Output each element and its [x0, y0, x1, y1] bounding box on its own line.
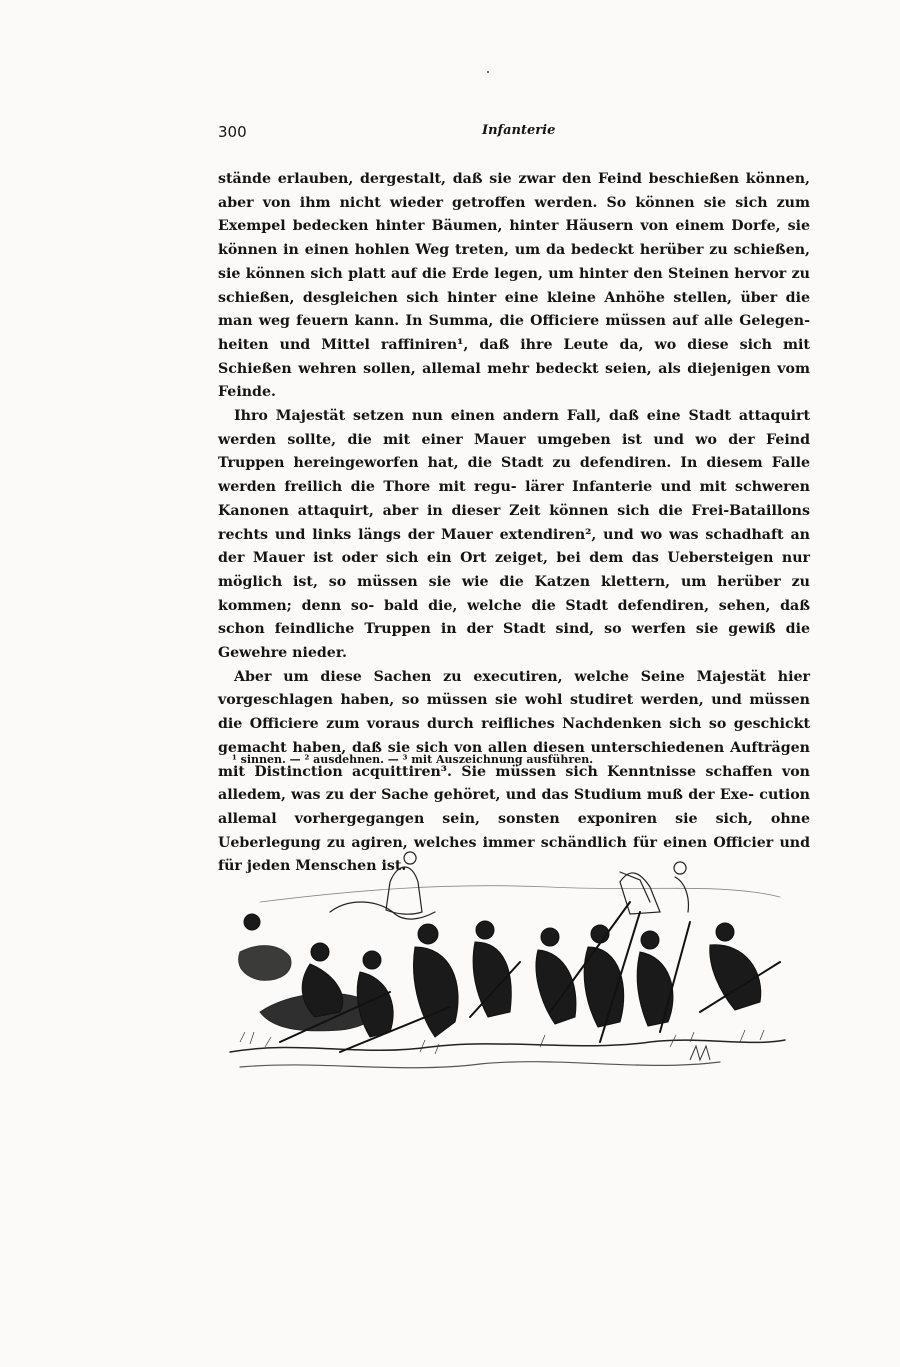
footnotes: ¹ sinnen. — ² ausdehnen. — ³ mit Auszeichnung ausführen.	[232, 753, 594, 766]
paragraph-1: stände erlauben, dergestalt, daß sie zwar den Feind beschießen können, aber von ihm nicht wieder getroffen werden. So können sie sich zum Exempel bedecken hinter Bäumen, hinter Häusern von einem Dorfe, sie können in einen hohlen Weg treten, um da bedeckt herüber zu schießen, sie können sich platt auf die Erde legen, um hinter den Steinen hervor zu schießen, desgleichen sich hinter eine kleine Anhöhe stellen, über die man weg feuern kann. In Summa, die Officiere müssen auf alle Gelegen- heiten und Mittel raffiniren¹, daß ihre Leute da, wo diese sich mit Schießen wehren sollen, allemal mehr bedeckt seien, als diejenigen vom Feinde.	[218, 171, 810, 401]
paragraph-3: Aber um diese Sachen zu executiren, welche Seine Majestät hier vorgeschlagen haben, so müssen sie wohl studiret werden, und müssen die Officiere zum voraus durch reifliches Nachdenken sich so geschickt gemacht haben, daß sie sich von allen diesen unterschiedenen Aufträgen mit Distinction acquittiren³. Sie müssen sich Kenntnisse schaffen von alledem, was zu der Sache gehöret, und das Studium muß der Exe- cution allemal vorhergegangen sein, sonsten exponiren sie sich, ohne Ueberlegung zu agiren, welches immer schändlich für einen Officier und für jeden Menschen ist.	[218, 668, 810, 875]
running-title: Infanterie	[482, 123, 556, 138]
running-head	[218, 123, 810, 145]
paragraph-2: Ihro Majestät setzen nun einen andern Fall, daß eine Stadt attaquirt werden sollte, die mit einer Mauer umgeben ist und wo der Feind Truppen hereingeworfen hat, die Stadt zu defendiren. In diesem Falle werden freilich die Thore mit regu- lärer Infanterie und mit schweren Kanonen attaquirt, aber in dieser Zeit können sich die Frei-Bataillons rechts und links längs der Mauer extendiren², und wo was schadhaft an der Mauer ist oder sich ein Ort zeiget, bei dem das Uebersteigen nur möglich ist, so müssen sie wie die Katzen klettern, um herüber zu kommen; denn so- bald die, welche die Stadt defendiren, sehen, daß schon feindliche Truppen in der Stadt sind, so werfen sie gewiß die Gewehre nieder.	[218, 408, 810, 662]
soldiers-illustration	[220, 842, 790, 1084]
page-number: 300	[218, 123, 247, 141]
speck	[487, 71, 489, 73]
body-text	[218, 168, 810, 879]
